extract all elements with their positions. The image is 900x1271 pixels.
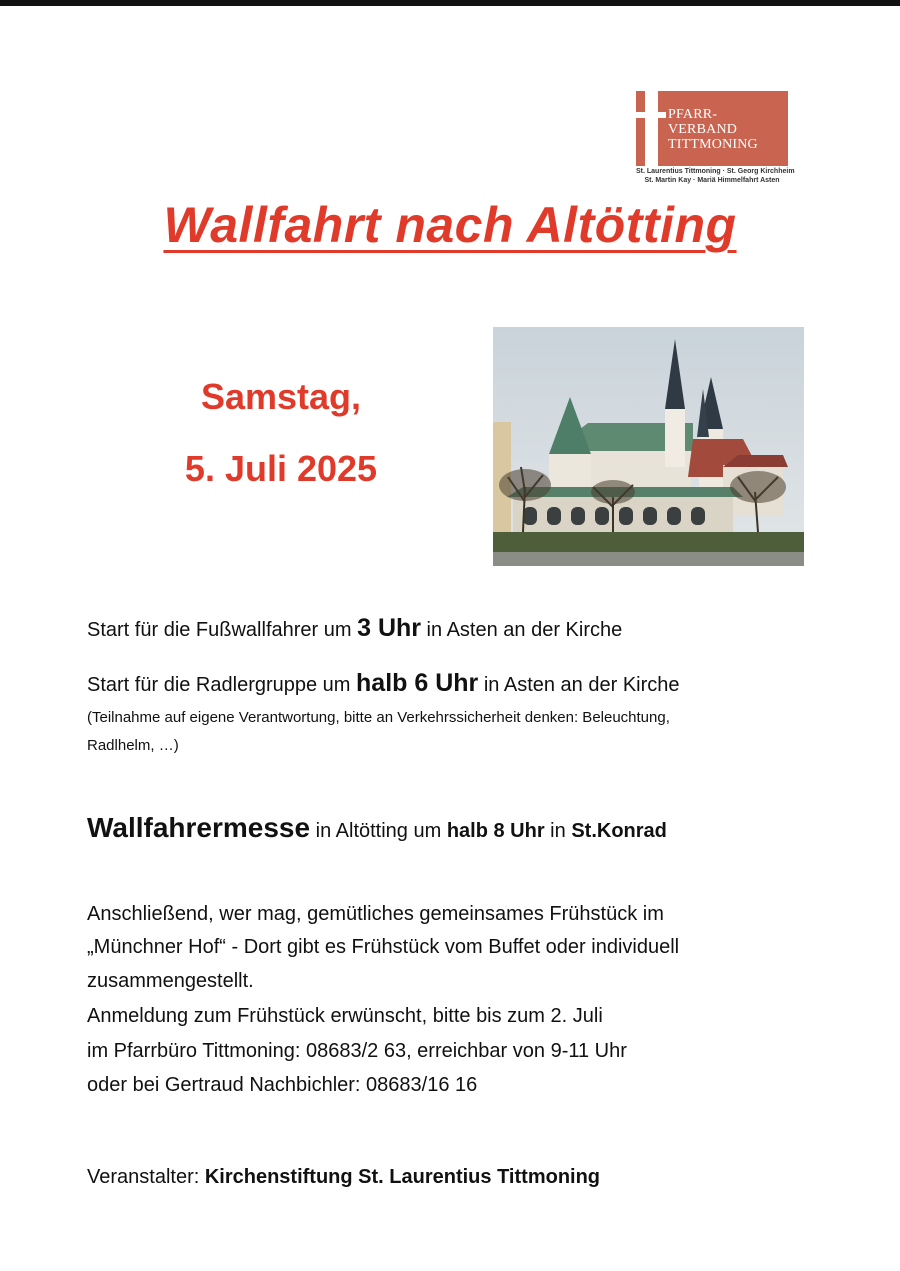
organizer-label: Veranstalter: [87,1166,205,1188]
breakfast-line-6: oder bei Gertraud Nachbichler: 08683/16 16 [87,1074,478,1096]
logo-line-3: TITTMONING [668,137,758,152]
start-walk-pre: Start für die Fußwallfahrer um [87,619,358,641]
note-line-1: (Teilnahme auf eigene Verantwortung, bitte an Verkehrssicherheit denken: Beleuchtung, [87,709,670,726]
start-walk-post: in Asten an der Kirche [421,619,623,641]
start-bike-time: halb 6 Uhr [356,669,479,697]
mass-time: halb 8 Uhr [446,820,545,842]
start-bike-pre: Start für die Radlergruppe um [87,674,357,696]
logo-box [636,91,788,166]
organizer-name: Kirchenstiftung St. Laurentius Tittmoning [204,1166,601,1188]
start-bike-line [87,669,680,698]
mass-line [87,812,667,844]
parish-logo [636,91,795,189]
logo-text [668,107,758,152]
mass-in: in [544,820,572,842]
breakfast-line-5: im Pfarrbüro Tittmoning: 08683/2 63, erreichbar von 9-11 Uhr [87,1040,627,1062]
breakfast-line-3: zusammengestellt. [87,970,254,992]
note-line-2: Radlhelm, …) [87,737,179,754]
breakfast-line-1: Anschließend, wer mag, gemütliches gemeinsames Frühstück im [87,903,664,925]
logo-sub-1: St. Laurentius Tittmoning · St. Georg Kirchheim [636,168,795,175]
mass-mid: in Altötting um [310,820,447,842]
mass-place: St.Konrad [571,820,667,842]
logo-sub-2: St. Martin Kay · Mariä Himmelfahrt Asten [644,176,780,184]
logo-subtitle [636,168,795,185]
start-walk-time: 3 Uhr [357,614,421,642]
cross-icon [645,91,658,166]
page-title: Wallfahrt nach Altötting [163,197,737,253]
date-day: Samstag, [200,376,362,417]
start-bike-post: in Asten an der Kirche [478,674,680,696]
start-walk-line [87,614,622,643]
organizer-line [87,1166,600,1189]
logo-line-1: PFARR- [668,107,718,122]
logo-line-2: VERBAND [668,122,738,137]
top-border [0,0,900,6]
date-full: 5. Juli 2025 [184,448,378,489]
breakfast-line-2: „Münchner Hof“ - Dort gibt es Frühstück vom Buffet oder individuell [87,936,680,958]
mass-title: Wallfahrermesse [87,812,311,843]
breakfast-line-4: Anmeldung zum Frühstück erwünscht, bitte bis zum 2. Juli [87,1005,603,1027]
church-photo [493,327,804,566]
cross-bar [636,112,666,118]
